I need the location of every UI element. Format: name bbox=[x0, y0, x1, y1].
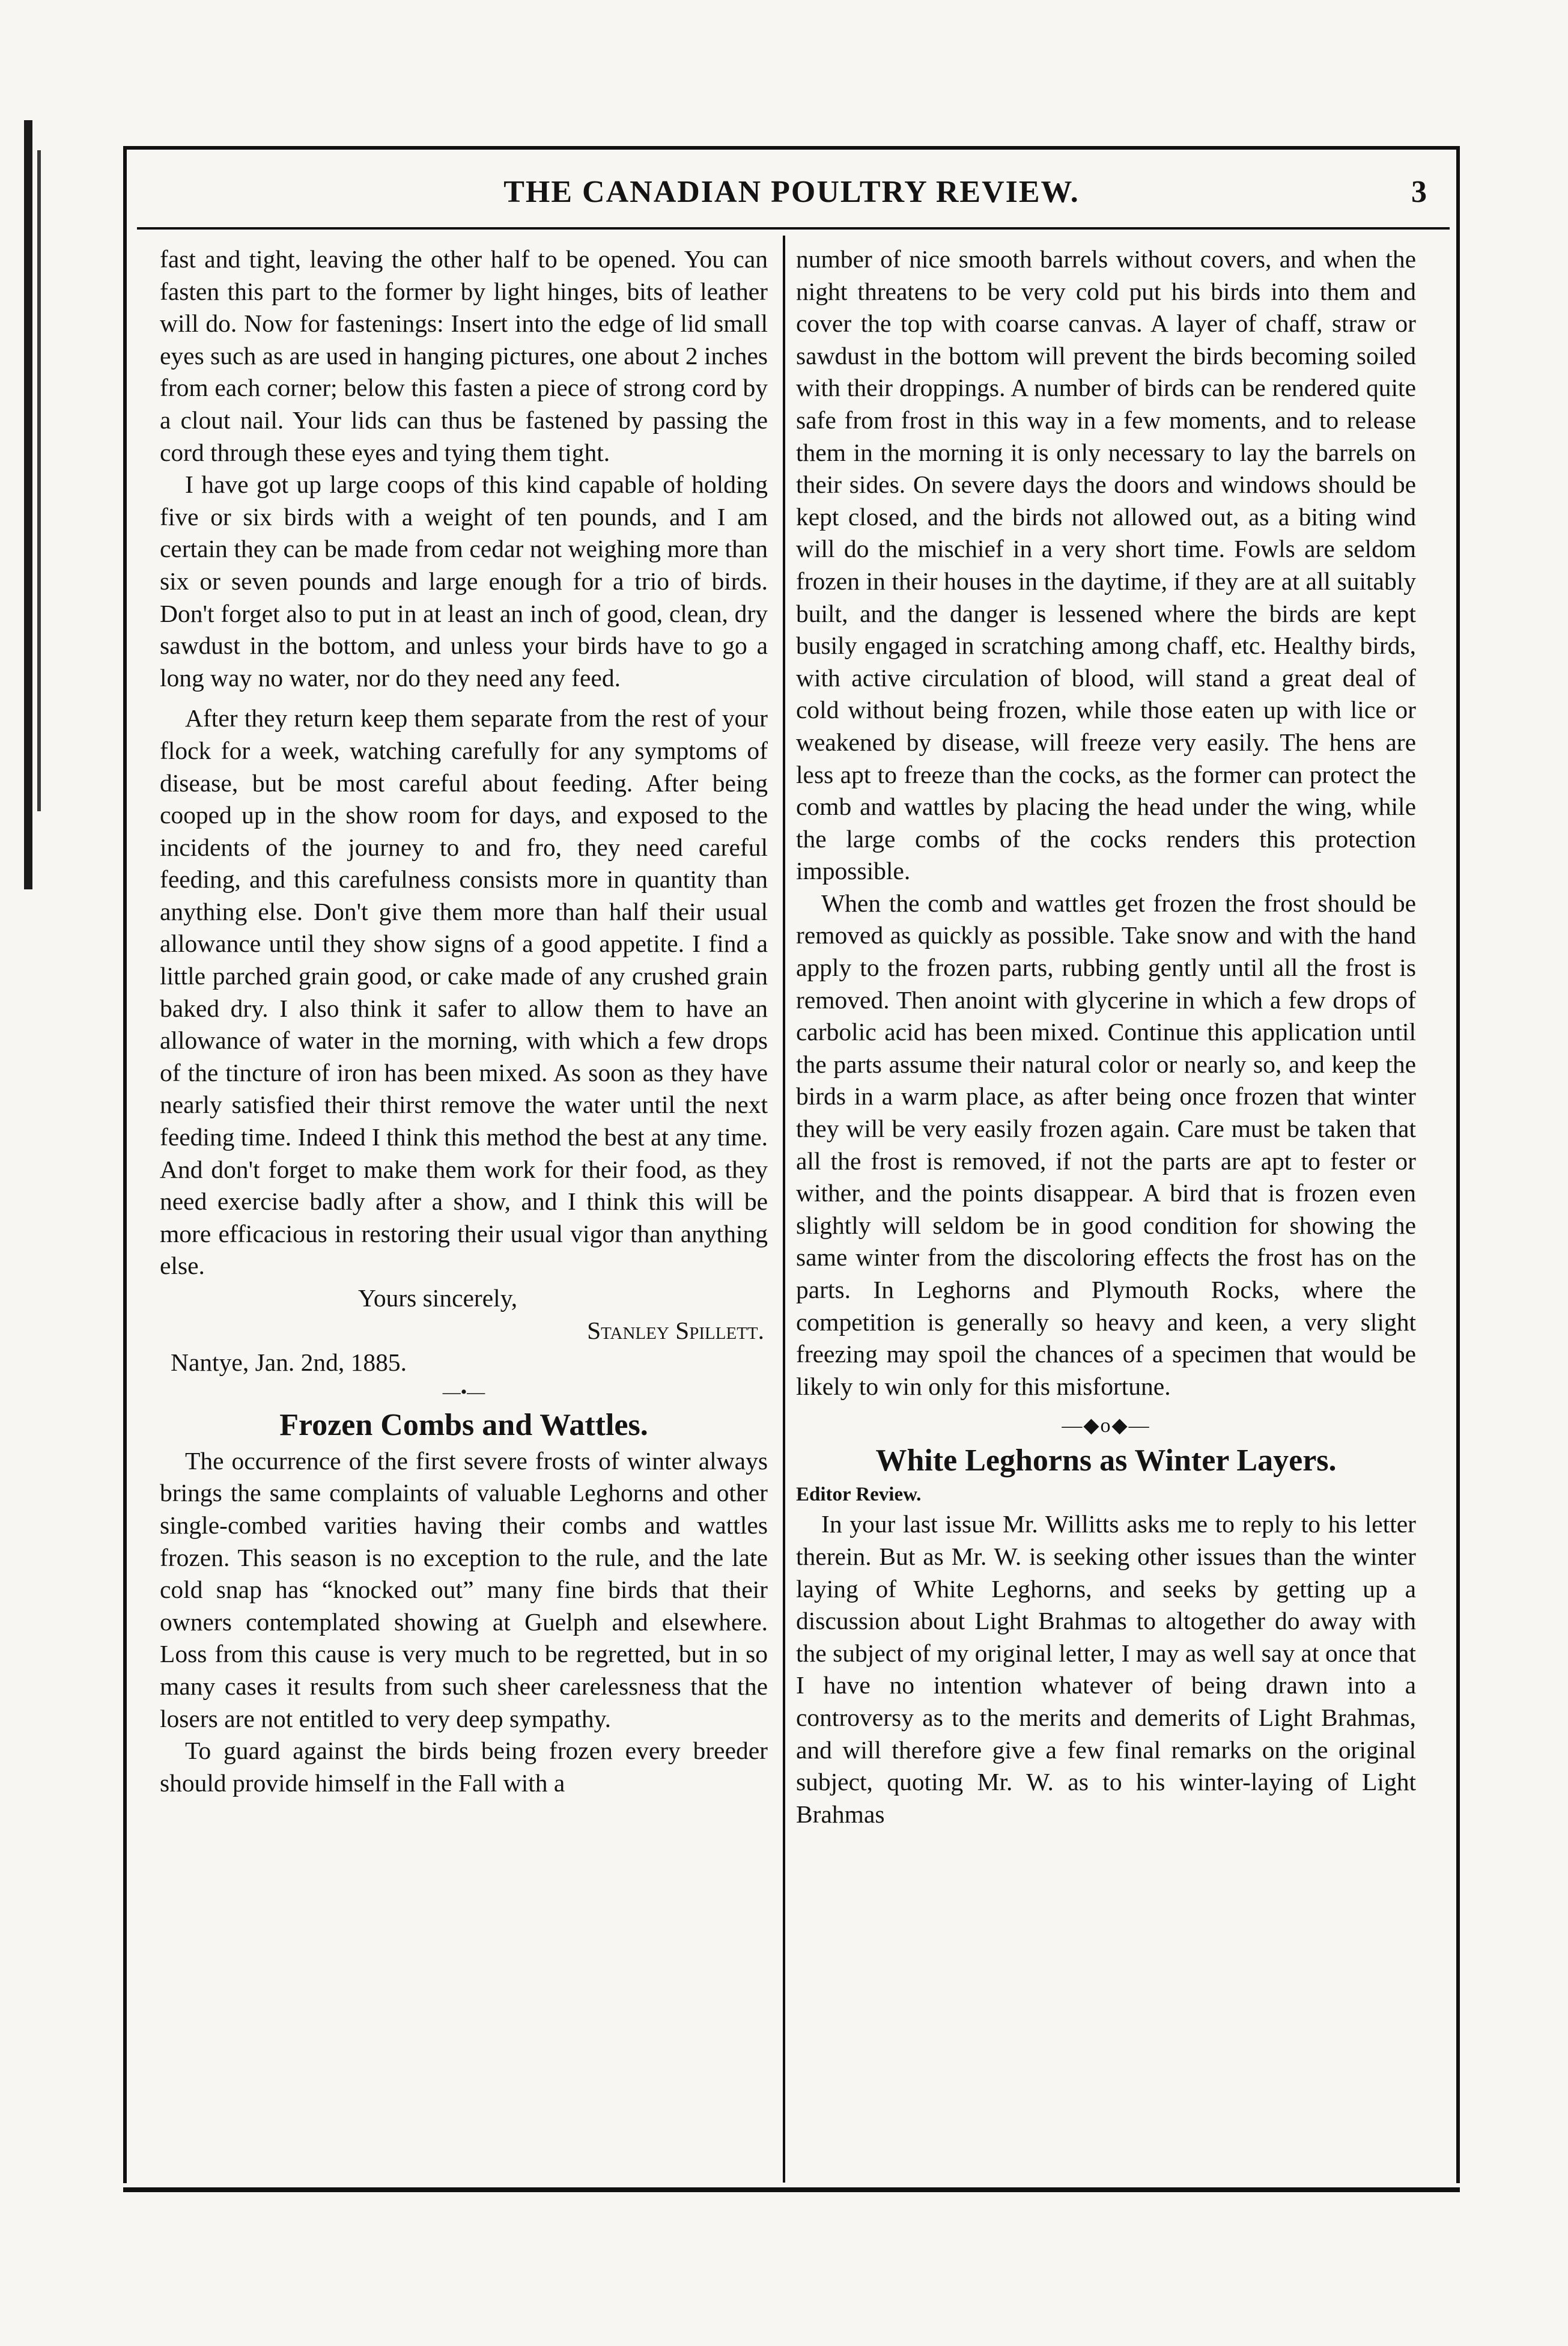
paragraph-gap bbox=[160, 694, 768, 702]
left-paragraph-1: fast and tight, leaving the other half to be opened. You can fasten this part to the former by light hinges, bits of leather will do. Now for fastenings: Insert into the edge of lid small eyes such as are used in hanging pictures, one about 2 inches from each corner; below this fasten a piece of strong cord by a clout nail. Your lids can thus be fastened by passing the cord through these eyes and tying them tight. bbox=[160, 245, 768, 466]
left-column bbox=[160, 243, 768, 1799]
letter-closing: Yours sincerely, bbox=[358, 1284, 518, 1312]
header-rule bbox=[137, 227, 1450, 230]
letter-place-date: Nantye, Jan. 2nd, 1885. bbox=[171, 1348, 407, 1377]
left-paragraph-4: The occurrence of the first severe frosts of winter always brings the same complaints of valuable Leghorns and other single-combed varities having their combs and wattles frozen. This season is no exception to the rule, and the late cold snap has “knocked out” many fine birds that their owners contemplated showing at Guelph and elsewhere. Loss from this cause is very much to be regretted, but in so many cases it results from such sheer carelessness that the losers are not entitled to very deep sympathy. bbox=[160, 1446, 768, 1732]
right-paragraph-1: number of nice smooth barrels without covers, and when the night threatens to be very cold put his birds into them and cover the top with coarse canvas. A layer of chaff, straw or sawdust in the bottom will prevent the birds becoming soiled with their droppings. A number of birds can be rendered quite safe from frost in this way in a few moments, and to release them in the morning it is only necessary to lay the barrels on their sides. On severe days the doors and windows should be kept closed, and the birds not allowed out, as a biting wind will do the mischief in a very short time. Fowls are seldom frozen in their houses in the daytime, if they are at all suitably built, and the danger is lessened where the birds are kept busily engaged in scratching among chaff, etc. Healthy birds, with active circulation of blood, will stand a great deal of cold without being frozen, while those eaten up with lice or weakened by disease, will freeze very easily. The hens are less apt to freeze than the cocks, as the former can protect the comb and wattles by placing the head under the wing, while the large combs of the cocks renders this protection impossible. bbox=[796, 245, 1416, 885]
page-frame-bottom-rule bbox=[123, 2187, 1460, 2192]
journal-title: THE CANADIAN POULTRY REVIEW. bbox=[503, 175, 1080, 209]
section-ornament: —◆o◆— bbox=[1062, 1415, 1150, 1437]
letter-signature: Stanley Spillett. bbox=[587, 1316, 764, 1344]
section-divider: —•— bbox=[442, 1382, 485, 1402]
article-heading-white-leghorns: White Leghorns as Winter Layers. bbox=[875, 1443, 1337, 1478]
left-paragraph-2: I have got up large coops of this kind capable of holding five or six birds with a weight of ten pounds, and I am certain they can be made from cedar not weighing more than six or seven pounds and large enough for a trio of birds. Don't forget also to put in at least an inch of good, clean, dry sawdust in the bottom, and unless your birds have to go a long way no water, nor do they need any feed. bbox=[160, 471, 768, 692]
page-number: 3 bbox=[1411, 175, 1427, 209]
article-heading-frozen-combs: Frozen Combs and Wattles. bbox=[279, 1407, 648, 1442]
paragraph-gap bbox=[796, 1403, 1416, 1411]
right-paragraph-2: When the comb and wattles get frozen the frost should be removed as quickly as possible. Take snow and with the hand apply to the frozen parts, rubbing gently until all the frost is removed. Then anoint with glycerine in which a few drops of carbolic acid has been mixed. Continue this application until the parts assume their natural color or nearly so, and keep the birds in a warm place, as after being once frozen that winter they will be very easily frozen again. Care must be taken that all the frost is removed, if not the parts are apt to fester or wither, and the points disappear. A bird that is frozen even slightly will seldom be in good condition for showing the same winter from the discoloring effects the frost has on the parts. In Leghorns and Plymouth Rocks, where the competition is generally so heavy and keen, a very slight freezing may spoil the chances of a specimen that would be likely to win only for this misfortune. bbox=[796, 889, 1416, 1400]
column-divider-rule bbox=[783, 236, 785, 2183]
scan-binding-shadow bbox=[37, 150, 41, 811]
scan-binding-edge bbox=[24, 120, 32, 889]
letter-salutation: Editor Review. bbox=[796, 1484, 922, 1506]
page-header bbox=[132, 174, 1451, 222]
right-paragraph-3: In your last issue Mr. Willitts asks me to reply to his letter therein. But as Mr. W. is seeking other issues than the winter laying of White Leghorns, and seeks by getting up a discussion about Light Brahmas to altogether do away with the subject of my original letter, I may as well say at once that I have no intention whatever of being drawn into a controversy as to the merits and demerits of Light Brahmas, and will therefore give a few final remarks on the original subject, quoting Mr. W. as to his winter-laying of Light Brahmas bbox=[796, 1510, 1416, 1828]
right-column bbox=[796, 243, 1416, 1830]
left-paragraph-3: After they return keep them separate from the rest of your flock for a week, watching carefully for any symptoms of disease, but be most careful about feeding. After being cooped up in the show room for days, and exposed to the incidents of the journey to and fro, they need careful feeding, and this carefulness consists more in quantity than anything else. Don't give them more than half their usual allowance until they show signs of a good appetite. I find a little parched grain good, or cake made of any crushed grain baked dry. I also think it safer to allow them to have an allowance of water in the morning, with which a few drops of the tincture of iron has been mixed. As soon as they have nearly satisfied their thirst remove the water until the next feeding time. Indeed I think this method the best at any time. And don't forget to make them work for their food, as they need exercise badly after a show, and I think this will be more efficacious in restoring their usual vigor than anything else. bbox=[160, 704, 768, 1280]
left-paragraph-5: To guard against the birds being frozen every breeder should provide himself in the Fall with a bbox=[160, 1737, 768, 1797]
